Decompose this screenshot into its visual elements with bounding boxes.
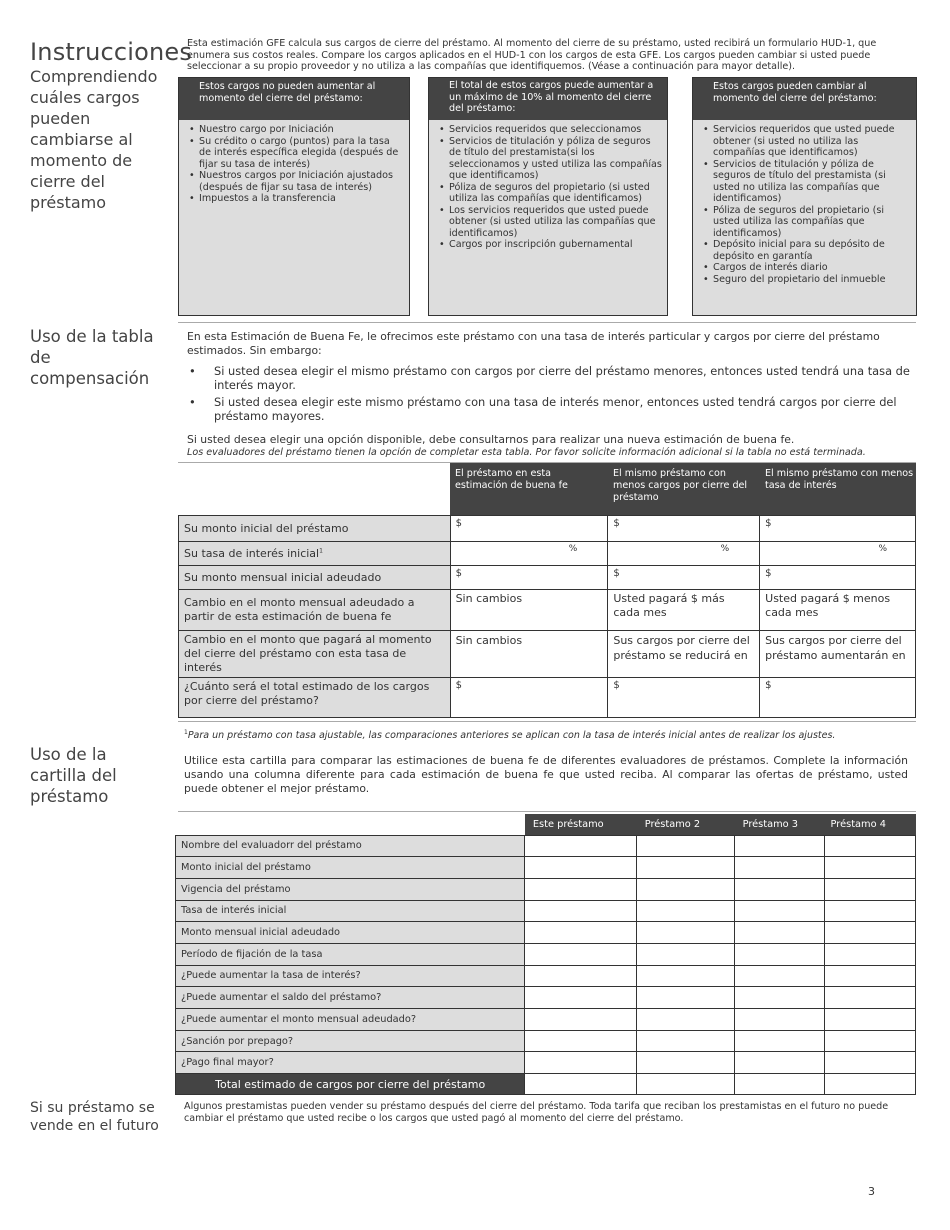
shopping-cell[interactable] <box>735 878 825 900</box>
tradeoff-cell[interactable]: $ <box>450 566 608 590</box>
list-item: • Póliza de seguros del propietario (si usted utiliza las compañías que identificamos) <box>437 182 663 205</box>
list-item: • Si usted desea elegir el mismo préstamo con cargos por cierre del préstamo menores, entonces usted tendrá una tasa de interés mayor. <box>187 364 912 392</box>
table-row <box>179 590 916 631</box>
tradeoff-cell[interactable]: Sin cambios <box>450 590 608 631</box>
shopping-table <box>175 814 916 1095</box>
tradeoff-cell[interactable]: % <box>450 542 608 566</box>
shopping-header-loan-2: Préstamo 2 <box>637 814 735 835</box>
instructions-intro: Esta estimación GFE calcula sus cargos de cierre del préstamo. Al momento del cierre de su préstamo, usted recibirá un formulario HUD-1, que enumera sus costos reales. Compare los cargos aplicados en el HUD-1 con los cargos de esta GFE. Los cargos pueden cambiar si usted puede seleccionar a su propio proveedor y no utiliza a las compañías que identifiquemos. (Véase a continuación para mayor detalle). <box>187 38 877 72</box>
shopping-cell[interactable] <box>525 965 637 987</box>
tradeoff-footnote <box>184 729 914 741</box>
shopping-cell[interactable] <box>637 1009 735 1031</box>
shopping-cell[interactable] <box>825 835 916 857</box>
shopping-cell[interactable] <box>735 900 825 922</box>
shopping-cell[interactable] <box>637 1030 735 1052</box>
list-item: • Impuestos a la transferencia <box>187 193 403 205</box>
table-row <box>179 566 916 590</box>
tradeoff-intro: En esta Estimación de Buena Fe, le ofrecimos este préstamo con una tasa de interés particular y cargos por cierre del préstamo estimados. Sin embargo: <box>187 330 880 357</box>
list-item: • Su crédito o cargo (puntos) para la tasa de interés específica elegida (después de fijar su tasa de interés) <box>187 136 403 171</box>
table-row <box>176 814 916 835</box>
list-item: • Cargos por inscripción gubernamental <box>437 239 663 251</box>
table-row <box>179 542 916 566</box>
tradeoff-cell[interactable]: $ <box>760 516 916 542</box>
tradeoff-cell[interactable]: $ <box>760 678 916 718</box>
list-item: • Servicios de titulación y póliza de seguros de título del prestamista (si usted no utiliza las compañías que identificamos) <box>701 159 912 205</box>
tradeoff-header-lower-rate: El mismo préstamo con menos tasa de interés <box>765 468 914 491</box>
shopping-cell[interactable] <box>525 857 637 879</box>
shopping-cell[interactable] <box>637 835 735 857</box>
shopping-cell[interactable] <box>637 1074 735 1095</box>
list-item: • Seguro del propietario del inmueble <box>701 274 912 286</box>
table-row <box>179 678 916 718</box>
list-item: • Cargos de interés diario <box>701 262 912 274</box>
shopping-header-loan-3: Préstamo 3 <box>735 814 825 835</box>
shopping-cell[interactable] <box>525 835 637 857</box>
table-row <box>179 516 916 542</box>
shopping-row-label: Tasa de interés inicial <box>176 900 525 922</box>
shopping-cell[interactable] <box>637 857 735 879</box>
list-item: • Póliza de seguros del propietario (si usted utiliza las compañías que identificamos) <box>701 205 912 240</box>
shopping-cell[interactable] <box>825 900 916 922</box>
table-row <box>176 943 916 965</box>
tradeoff-row-label: Cambio en el monto mensual adeudado a partir de esta estimación de buena fe <box>179 590 451 631</box>
shopping-cell[interactable] <box>825 987 916 1009</box>
tradeoff-cell[interactable]: % <box>608 542 760 566</box>
charges-cannot-increase-list <box>179 120 409 205</box>
footnote-text: Para un préstamo con tasa ajustable, las comparaciones anteriores se aplican con la tasa de interés inicial antes de realizar los ajustes. <box>187 730 836 742</box>
shopping-total-label: Total estimado de cargos por cierre del préstamo <box>176 1074 525 1095</box>
shopping-row-label: Monto mensual inicial adeudado <box>176 922 525 944</box>
divider <box>178 811 916 812</box>
list-item: • Nuestro cargo por Iniciación <box>187 124 403 136</box>
table-row <box>176 1009 916 1031</box>
shopping-cell[interactable] <box>825 922 916 944</box>
tradeoff-cell[interactable]: % <box>760 542 916 566</box>
shopping-cell[interactable] <box>825 1074 916 1095</box>
table-row <box>176 1074 916 1095</box>
shopping-cell[interactable] <box>825 943 916 965</box>
table-row <box>176 835 916 857</box>
list-item: • Los servicios requeridos que usted puede obtener (si usted utiliza las compañías que identificamos) <box>437 205 663 240</box>
tradeoff-header-lower-costs: El mismo préstamo con menos cargos por cierre del préstamo <box>613 468 748 503</box>
shopping-cell[interactable] <box>825 1030 916 1052</box>
table-row <box>176 987 916 1009</box>
shopping-header-loan-4: Préstamo 4 <box>825 814 916 835</box>
shopping-row-label: ¿Pago final mayor? <box>176 1052 525 1074</box>
shopping-cell[interactable] <box>525 900 637 922</box>
list-item: • Nuestros cargos por Iniciación ajustados (después de fijar su tasa de interés) <box>187 170 403 193</box>
tradeoff-cell[interactable]: $ <box>450 678 608 718</box>
shopping-cell[interactable] <box>637 922 735 944</box>
tradeoff-header-row <box>450 463 916 515</box>
shopping-cell[interactable] <box>525 922 637 944</box>
shopping-cell[interactable] <box>735 1074 825 1095</box>
tradeoff-cell[interactable]: Usted pagará $ menos cada mes <box>760 590 916 631</box>
tradeoff-cell[interactable]: Sus cargos por cierre del préstamo aumentarán en <box>760 631 916 678</box>
table-row <box>176 1030 916 1052</box>
footnote-mark: 1 <box>184 729 188 736</box>
shopping-row-label: ¿Sanción por prepago? <box>176 1030 525 1052</box>
shopping-cell[interactable] <box>735 857 825 879</box>
list-item: • Servicios requeridos que usted puede obtener (si usted no utiliza las compañías que identificamos) <box>701 124 912 159</box>
tradeoff-row-label: Cambio en el monto que pagará al momento del cierre del préstamo con esta tasa de interés <box>179 631 451 678</box>
shopping-cell[interactable] <box>525 1009 637 1031</box>
table-row <box>179 631 916 678</box>
shopping-row-label: Vigencia del préstamo <box>176 878 525 900</box>
shopping-cell[interactable] <box>825 878 916 900</box>
shopping-cell[interactable] <box>637 987 735 1009</box>
table-row <box>176 922 916 944</box>
charges-up-to-10-box <box>428 77 668 316</box>
shopping-cell[interactable] <box>825 965 916 987</box>
list-item: • Servicios de titulación y póliza de seguros de título del prestamista(si los seleccionamos y usted utiliza las compañías que identificamos) <box>437 136 663 182</box>
list-item: • Depósito inicial para su depósito de depósito en garantía <box>701 239 912 262</box>
shopping-cell[interactable] <box>735 987 825 1009</box>
charges-can-change-box <box>692 77 917 316</box>
tradeoff-row-label: Su tasa de interés inicial <box>184 547 320 560</box>
shopping-cell[interactable] <box>637 900 735 922</box>
charges-up-to-10-list <box>429 120 667 251</box>
shopping-row-label: Monto inicial del préstamo <box>176 857 525 879</box>
shopping-cell[interactable] <box>735 835 825 857</box>
shopping-cell[interactable] <box>525 987 637 1009</box>
shopping-cell[interactable] <box>825 857 916 879</box>
tradeoff-row-label-cell <box>179 542 451 566</box>
shopping-cell[interactable] <box>637 878 735 900</box>
shopping-cell[interactable] <box>525 878 637 900</box>
future-title: Si su préstamo se vende en el futuro <box>30 1100 159 1134</box>
shopping-header-this-loan: Este préstamo <box>525 814 637 835</box>
shopping-row-label: ¿Puede aumentar el saldo del préstamo? <box>176 987 525 1009</box>
shopping-cell[interactable] <box>825 1052 916 1074</box>
charges-can-change-header: Estos cargos pueden cambiar al momento del cierre del préstamo: <box>693 78 916 120</box>
table-row <box>176 900 916 922</box>
table-row <box>176 857 916 879</box>
tradeoff-table <box>178 515 916 718</box>
tradeoff-bullets <box>187 364 912 423</box>
tradeoff-row-label: ¿Cuánto será el total estimado de los cargos por cierre del préstamo? <box>179 678 451 718</box>
shopping-row-label: ¿Puede aumentar la tasa de interés? <box>176 965 525 987</box>
tradeoff-row-label: Su monto mensual inicial adeudado <box>179 566 451 590</box>
shopping-intro: Utilice esta cartilla para comparar las estimaciones de buena fe de diferentes evaluadores de préstamos. Complete la información usando una columna diferente para cada estimación de buena fe que usted reciba. Al comparar las ofertas de préstamo, usted puede obtener el mejor préstamo. <box>184 754 908 795</box>
shopping-cell[interactable] <box>637 943 735 965</box>
tradeoff-cell[interactable]: Usted pagará $ más cada mes <box>608 590 760 631</box>
table-row <box>176 965 916 987</box>
table-row <box>176 878 916 900</box>
tradeoff-cell[interactable]: $ <box>608 566 760 590</box>
list-item: • Servicios requeridos que seleccionamos <box>437 124 663 136</box>
tradeoff-note-italic: Los evaluadores del préstamo tienen la opción de completar esta tabla. Por favor solicite información adicional si la tabla no está terminada. <box>187 447 866 458</box>
tradeoff-cell[interactable]: $ <box>760 566 916 590</box>
charges-up-to-10-header: El total de estos cargos puede aumentar a un máximo de 10% al momento del cierre del préstamo: <box>429 78 667 120</box>
shopping-cell[interactable] <box>825 1009 916 1031</box>
shopping-cell[interactable] <box>735 1052 825 1074</box>
tradeoff-header-this-loan: El préstamo en esta estimación de buena fe <box>455 468 568 491</box>
shopping-cell[interactable] <box>525 1074 637 1095</box>
instructions-subtitle: Comprendiendo cuáles cargos pueden cambiarse al momento de cierre del préstamo <box>30 67 158 212</box>
tradeoff-cell[interactable]: Sus cargos por cierre del préstamo se reducirá en <box>608 631 760 678</box>
tradeoff-cell[interactable]: $ <box>608 678 760 718</box>
future-text: Algunos prestamistas pueden vender su préstamo después del cierre del préstamo. Toda tarifa que reciban los prestamistas en el futuro no puede cambiar el préstamo que usted recibe o los cargos que usted pagó al momento del cierre del préstamo. <box>184 1101 889 1124</box>
charges-can-change-list <box>693 120 916 285</box>
divider <box>178 322 916 323</box>
table-row <box>176 1052 916 1074</box>
page-number: 3 <box>868 1185 875 1198</box>
tradeoff-title: Uso de la tabla de compensación <box>30 327 154 388</box>
tradeoff-cell[interactable]: Sin cambios <box>450 631 608 678</box>
shopping-cell[interactable] <box>525 1052 637 1074</box>
tradeoff-cell[interactable]: $ <box>450 516 608 542</box>
shopping-row-label: Nombre del evaluadorr del préstamo <box>176 835 525 857</box>
shopping-cell[interactable] <box>735 965 825 987</box>
tradeoff-note: Si usted desea elegir una opción disponible, debe consultarnos para realizar una nueva estimación de buena fe. <box>187 433 795 446</box>
shopping-row-label: ¿Puede aumentar el monto mensual adeudado? <box>176 1009 525 1031</box>
shopping-cell[interactable] <box>735 922 825 944</box>
shopping-cell[interactable] <box>735 943 825 965</box>
list-item: • Si usted desea elegir este mismo préstamo con una tasa de interés menor, entonces usted tendrá cargos por cierre del préstamo mayores. <box>187 395 912 423</box>
shopping-row-label: Período de fijación de la tasa <box>176 943 525 965</box>
charges-cannot-increase-header: Estos cargos no pueden aumentar al momento del cierre del préstamo: <box>179 78 409 120</box>
instructions-title: Instrucciones <box>30 38 193 66</box>
shopping-cell[interactable] <box>637 1052 735 1074</box>
shopping-cell[interactable] <box>735 1030 825 1052</box>
tradeoff-row-label: Su monto inicial del préstamo <box>179 516 451 542</box>
shopping-title: Uso de la cartilla del préstamo <box>30 745 117 806</box>
divider <box>178 721 916 722</box>
tradeoff-cell[interactable]: $ <box>608 516 760 542</box>
shopping-cell[interactable] <box>525 943 637 965</box>
shopping-cell[interactable] <box>637 965 735 987</box>
footnote-mark: 1 <box>319 547 323 555</box>
shopping-cell[interactable] <box>525 1030 637 1052</box>
shopping-cell[interactable] <box>735 1009 825 1031</box>
charges-cannot-increase-box <box>178 77 410 316</box>
